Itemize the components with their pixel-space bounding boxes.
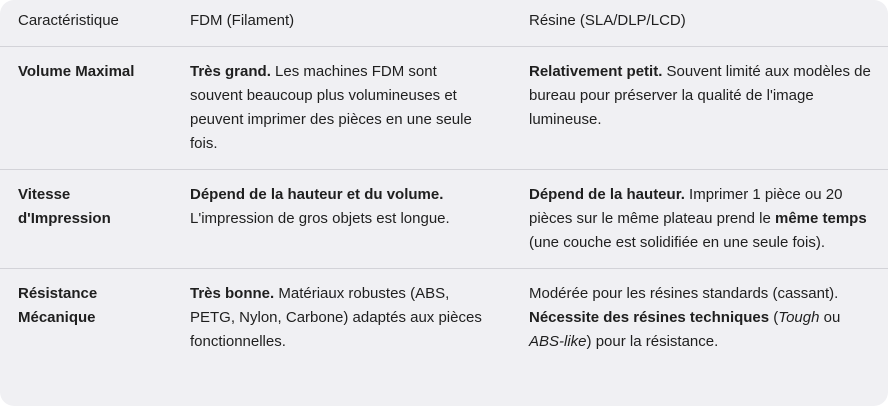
- resin-text: Modérée pour les résines standards (cassant).: [529, 284, 839, 302]
- resin-text-2: (une couche est solidifiée en une seule fois).: [529, 233, 826, 251]
- header-characteristic: Caractéristique: [0, 0, 172, 46]
- fdm-bold: Très grand.: [190, 62, 271, 80]
- resin-italic-abs: ABS-like: [529, 332, 587, 350]
- resin-bold: Relativement petit.: [529, 62, 663, 80]
- resin-text-2: (: [769, 308, 779, 326]
- fdm-text: L'impression de gros objets est longue.: [190, 209, 450, 227]
- table-row-volume: [0, 46, 888, 169]
- resin-cell: [509, 169, 888, 268]
- resin-text: Imprimer 1 pièce ou 20 pièces sur le même plateau prend le: [529, 185, 843, 227]
- fdm-bold: Très bonne.: [190, 284, 275, 302]
- fdm-text: Matériaux robustes (ABS, PETG, Nylon, Carbone) adaptés aux pièces fonctionnelles.: [190, 284, 482, 350]
- table-row-strength: [0, 268, 888, 367]
- resin-bold: Nécessite des résines techniques: [529, 308, 770, 326]
- header-resin: Résine (SLA/DLP/LCD): [509, 0, 888, 46]
- fdm-cell: [172, 268, 509, 367]
- fdm-text: Les machines FDM sont souvent beaucoup plus volumineuses et peuvent imprimer des pièces en une seule fois.: [190, 62, 472, 152]
- resin-bold: Dépend de la hauteur.: [529, 185, 685, 203]
- resin-cell: [509, 268, 888, 367]
- resin-italic-tough: Tough: [778, 308, 820, 326]
- resin-bold-2: même temps: [774, 209, 867, 227]
- row-label: Volume Maximal: [18, 62, 135, 80]
- resin-text-4: ) pour la résistance.: [586, 332, 719, 350]
- resin-text-3: ou: [819, 308, 841, 326]
- header-fdm: FDM (Filament): [172, 0, 509, 46]
- table-row-speed: [0, 169, 888, 268]
- table-header-row: [0, 0, 888, 46]
- fdm-cell: [172, 169, 509, 268]
- resin-cell: [509, 46, 888, 169]
- fdm-bold: Dépend de la hauteur et du volume.: [190, 185, 444, 203]
- fdm-cell: [172, 46, 509, 169]
- resin-text: Souvent limité aux modèles de bureau pour préserver la qualité de l'image lumineuse.: [529, 62, 871, 128]
- row-label: Vitesse d'Impression: [18, 185, 111, 227]
- row-label: Résistance Mécanique: [18, 284, 98, 326]
